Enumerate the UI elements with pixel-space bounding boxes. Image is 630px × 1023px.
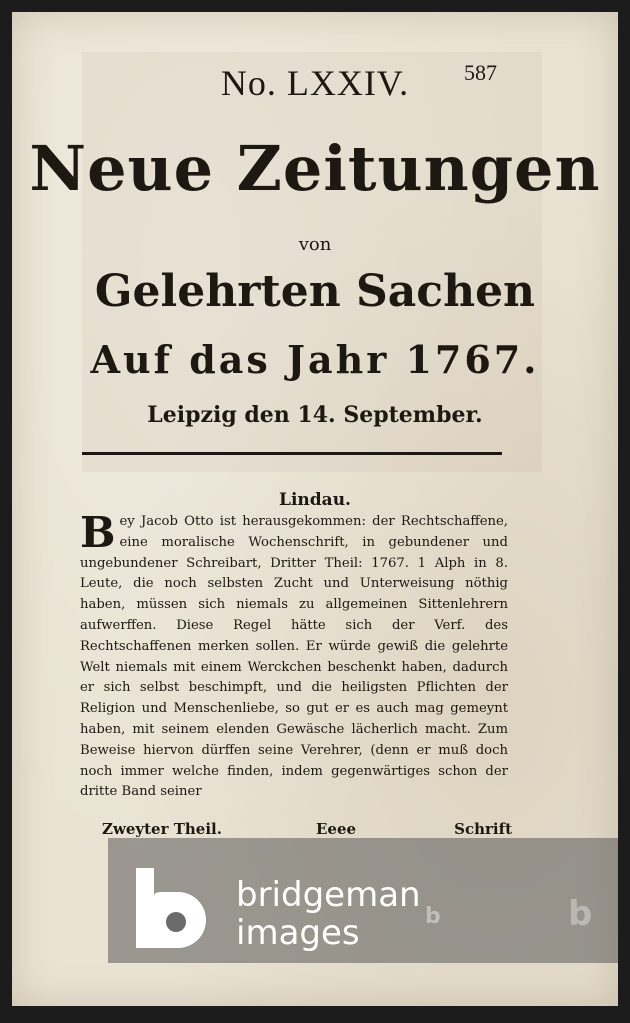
- masthead-title: Neue Zeitungen: [29, 132, 601, 205]
- drop-cap: B: [80, 508, 116, 557]
- masthead-von: von: [298, 234, 332, 255]
- dateline: Leipzig den 14. September.: [147, 402, 483, 428]
- article-body: [80, 508, 508, 803]
- watermark-line2: images: [236, 913, 360, 953]
- watermark-text: [236, 876, 421, 952]
- watermark-line1: bridgeman: [236, 875, 421, 915]
- catchword: Schrift: [454, 820, 512, 838]
- watermark-faint-b-icon: b: [568, 894, 593, 934]
- divider-rule: [82, 452, 502, 455]
- bridgeman-b-logo-icon: [132, 868, 212, 948]
- signature-mark: Eeee: [316, 820, 357, 838]
- signature-label: Zweyter Theil.: [102, 820, 222, 838]
- article-text: ey Jacob Otto ist herausgekommen: der Rechtschaffene, eine moralische Wochenschrift, in gebundener und ungebundener Schreibart, Dritter Theil: 1767. 1 Alph in 8. Leute, die noch selbsten Zucht und Unterweisung nöthig haben, müssen sich niemals zu allgemeinen Sittenlehrern aufwerffen. Diese Regel hätte sich der Verf. des Rechtschaffenen merken sollen. Er würde gewiß die gelehrte Welt niemals mit einem Werckchen beschenkt haben, dadurch er sich selbst beschimpft, und die heiligsten Pflichten der Religion und Menschenliebe, so gut er es auch mag gemeynt haben, mit seinem elenden Gewäsche lächerlich macht. Zum Beweise hiervon dürffen seine Verehrer, (denn er muß doch noch immer welche finden, indem gegenwärtiges schon der dritte Band seiner: [80, 514, 508, 800]
- watermark-small-b-icon: b: [425, 904, 441, 929]
- page-number: 587: [464, 60, 497, 85]
- masthead-subtitle: Gelehrten Sachen: [94, 266, 536, 317]
- issue-number: No. LXXIV.: [220, 63, 410, 103]
- article-place-heading: Lindau.: [279, 490, 351, 510]
- masthead-year: Auf das Jahr 1767.: [90, 337, 540, 382]
